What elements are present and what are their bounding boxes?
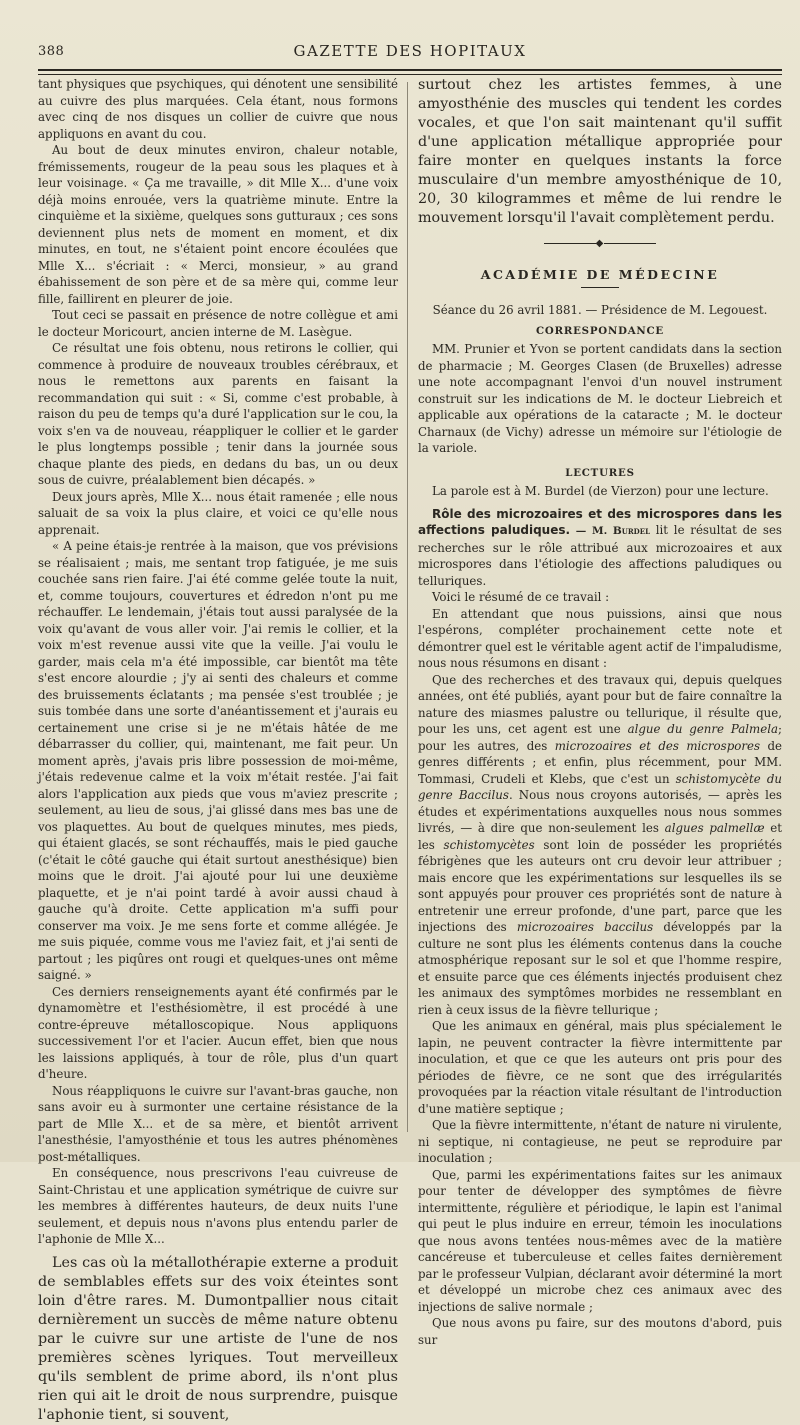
paragraph: Que, parmi les expérimentations faites sur les animaux pour tenter de développer des symptômes de fièvre intermittente, régulière et périodique, le lapin est l'animal qui peut le plus induire en erreur, témoin les inoculations que nous avons tentées nous-mêmes avec de la matière cancéreuse et tuberculeuse et celles faites dernièrement par le professeur Vulpian, déclarant avoir déterminé la mort et développé un microbe chez ces animaux avec des injections de salive normale ; bbox=[418, 1167, 782, 1314]
paragraph: Que la fièvre intermittente, n'étant de nature ni virulente, ni septique, ni contagieuse, ne peut se reproduire par inoculation ; bbox=[418, 1118, 782, 1165]
text-span: développés par la culture ne sont plus les éléments contenus dans la couche atmosphérique reposant sur le sol et que l'homme respire, et ensuite parce que ces éléments injectés produisent chez les animaux des symptômes morbides ne ressemblant en rien à ceux issus de la fièvre tellurique ; bbox=[418, 920, 783, 1017]
text-span: sont loin de posséder les propriétés fébrigènes que les auteurs ont cru devoir leur attribuer ; mais encore que les expérimentations sur lesquelles ils se sont appuyés pour prouver ces propriétés sont de nature à entretenir une erreur profonde, d'une part, parce que les injections des bbox=[418, 837, 782, 934]
text-span: ; pour les autres, des bbox=[418, 722, 782, 753]
journal-title: GAZETTE DES HOPITAUX bbox=[293, 42, 527, 60]
italic-term: algues palmellæ bbox=[664, 821, 765, 835]
paragraph: En attendant que nous puissions, ainsi que nous l'espérons, compléter prochainement cette note et démontrer quel est le véritable agent actif de l'impaludisme, nous nous résumons en disant : bbox=[418, 606, 782, 670]
right-column bbox=[418, 76, 783, 1347]
paragraph: Au bout de deux minutes environ, chaleur notable, frémissements, rougeur de la peau sous les plaques et à leur voisinage. « Ça me travaille, » dit Mlle X... d'une voix déjà moins enrouée, vers la quatrième minute. Entre la cinquième et la sixième, quelques sons gutturaux ; ces sons deviennent plus nets de moment en moment, et dix minutes, en tout, ne s'étaient point encore écoulées que Mlle X... s'écriait : « Merci, monsieur, » au grand ébahissement de son père et de sa mère qui, comme leur fille, faillirent en pleurer de joie. bbox=[38, 143, 398, 306]
paragraph: Que nous avons pu faire, sur des moutons d'abord, puis sur bbox=[418, 1316, 782, 1347]
section-rule bbox=[581, 287, 619, 288]
italic-term: microzoaires et des microspores bbox=[554, 738, 761, 753]
lectures-heading: LECTURES bbox=[565, 466, 635, 479]
correspondance-text: MM. Prunier et Yvon se portent candidats dans la section de pharmacie ; M. Georges Clasen (de Bruxelles) adresse une note accompagnant l'envoi d'un nouvel instrument construit sur les indications de M. le docteur Liebreich et applicable aux opérations de la cataracte ; M. le docteur Charnaux (de Vichy) adresse un mémoire sur l'étiologie de la variole. bbox=[418, 342, 782, 455]
section-title: ACADÉMIE DE MÉDECINE bbox=[480, 266, 720, 282]
left-column bbox=[38, 76, 398, 1423]
column-divider bbox=[407, 82, 408, 1132]
text-span: Que des recherches et des travaux qui, depuis quelques années, ont été publiés, ayant pour but de faire connaître la nature des miasmes palustre ou tellurique, il résulte que, pour les uns, cet agent est une bbox=[418, 672, 782, 736]
paragraph: tant physiques que psychiques, qui dénotent une sensibilité au cuivre des plus marquées. Cela étant, nous formons avec cinq de nos disques un collier de cuivre que nous appliquons en avant du cou. bbox=[38, 77, 398, 141]
lectures-text: La parole est à M. Burdel (de Vierzon) pour une lecture. bbox=[432, 484, 769, 498]
lecture-author: — M. Burdel bbox=[575, 525, 651, 537]
continued-paragraph-large: surtout chez les artistes femmes, à une amyosthénie des muscles qui tendent les cordes vocales, et que l'on sait maintenant qu'il suffit d'une application métallique appropriée pour faire monter en quelques instants la force musculaire d'un membre amyosthénique de 10, 20, 30 kilogrammes et même de lui rendre le mouvement lorsqu'il l'avait complètement perdu. bbox=[418, 77, 782, 226]
lecture-title: Rôle des microzoaires et des microspores dans les affections paludiques. bbox=[418, 506, 782, 537]
italic-term: schistomycète du genre Baccilus bbox=[418, 771, 783, 802]
paragraph-que-1 bbox=[418, 672, 782, 1019]
lecture-intro: lit le résultat de ses recherches sur le rôle attribué aux microzoaires et aux microspores dans l'étiologie des affections paludiques ou telluriques. bbox=[418, 523, 782, 588]
paragraph: « A peine étais-je rentrée à la maison, que vos prévisions se réalisaient ; mais, me sentant trop fatiguée, je me suis couchée sans rien faire. J'ai été comme gelée toute la nuit, et, comme toujours, couvertures et édredon n'ont pu me réchauffer. Le lendemain, j'étais tout aussi paralysée de la voix qu'avant de vous aller voir. J'ai remis le collier, et la voix m'est revenue aussi vite que la veille. J'ai voulu le garder, mais cela m'a été impossible, car bientôt ma tête s'est encore alourdie ; j'y ai senti des chaleurs et comme des bruissements éclatants ; ma pensée s'est troublée ; je suis tombée dans une sorte d'anéantissement et j'aurais eu certainement une crise si je ne m'étais hâtée de me débarrasser du collier, qui, maintenant, me fait peur. Un moment après, j'avais pris libre possession de moi-même, j'étais redevenue calme et la voix m'était restée. J'ai fait alors l'application aux pieds que vous m'aviez prescrite ; seulement, au lieu de sous, j'ai glissé dans mes bas une de vos plaquettes. Au bout de quelques minutes, mes pieds, qui étaient glacés, se sont réchauffés, mais le pied gauche (c'était le côté gauche qui était surtout anesthésique) bien moins que le droit. J'ai ajouté pour lui une deuxième plaquette, et je n'ai point tardé à avoir aussi chaud à gauche qu'à droite. Cette application m'a suffi pour conserver ma voix. Je me sens forte et comme allégée. Je me suis piquée, comme vous me l'aviez fait, et j'ai senti de partout ; les piqûres ont rougi et quelques-unes ont même saigné. » bbox=[38, 539, 398, 982]
italic-term: schistomycètes bbox=[443, 837, 535, 852]
paragraph: Ces derniers renseignements ayant été confirmés par le dynamomètre et l'esthésiomètre, il est procédé à une contre-épreuve métalloscopique. Nous appliquons successivement l'or et l'acier. Aucun effet, bien que nous les laissions appliqués, à tour de rôle, plus d'un quart d'heure. bbox=[38, 984, 398, 1081]
header-rule-thin bbox=[38, 74, 782, 75]
paragraph: Que les animaux en général, mais plus spécialement le lapin, ne peuvent contracter la fièvre intermittente par inoculation, et que ce que les auteurs ont pris pour des périodes de fièvre, ce ne sont que des irrégularités provoquées par la réaction vitale résultant de l'introduction d'une matière septique ; bbox=[418, 1019, 782, 1116]
header-rule-thick bbox=[38, 69, 782, 71]
text-span: de genres différents ; et enfin, plus récemment, pour MM. Tommasi, Crudeli et Klebs, que c'est un bbox=[418, 738, 782, 786]
lecture-paragraph bbox=[418, 506, 782, 590]
text-span: et les bbox=[418, 821, 783, 852]
italic-term: algue du genre Palmela bbox=[627, 722, 779, 736]
text-span: . Nous nous croyons autorisés, — après les études et expérimentations auxquelles nous nous sommes livrés, — à dire que non-seulement les bbox=[418, 788, 782, 835]
ornamental-divider: ◆ bbox=[418, 236, 782, 253]
paragraph: Ce résultat une fois obtenu, nous retirons le collier, qui commence à produire de nouveaux troubles cérébraux, et nous le remettons aux parents en faisant la recommandation qui suit : « Si, comme c'est probable, à raison du peu de temps qu'a duré l'application sur le cou, la voix s'en va de nouveau, réappliquer le collier et le garder le plus longtemps possible ; tenir dans la journée sous chaque plante des pieds, en dedans du bas, un ou deux sous de cuivre, préalablement bien décapés. » bbox=[38, 341, 398, 487]
closing-paragraph-large: Les cas où la métallothérapie externe a produit de semblables effets sur des voix éteintes sont loin d'être rares. M. Dumontpallier nous citait dernièrement un succès de même nature obtenu par le cuivre sur une artiste de l'une de nos premières scènes lyriques. Tout merveilleux qu'ils semblent de prime abord, ils n'ont plus rien qui ait le droit de nous surprendre, puisque l'aphonie tient, si souvent, bbox=[38, 1254, 398, 1423]
paragraph: Tout ceci se passait en présence de notre collègue et ami le docteur Moricourt, ancien interne de M. Lasègue. bbox=[38, 308, 398, 339]
page-header bbox=[38, 42, 782, 66]
page-number: 388 bbox=[38, 44, 65, 59]
paragraph: Deux jours après, Mlle X... nous était ramenée ; elle nous saluait de sa voix la plus claire, et voici ce qu'elle nous apprenait. bbox=[38, 489, 398, 537]
italic-term: microzoaires baccilus bbox=[516, 920, 654, 934]
paragraph: En conséquence, nous prescrivons l'eau cuivreuse de Saint-Christau et une application symétrique de cuivre sur les membres à différentes hauteurs, de deux nuits l'une seulement, et depuis nous n'avons plus entendu parler de l'aphonie de Mlle X... bbox=[38, 1166, 398, 1246]
session-line: Séance du 26 avril 1881. — Présidence de M. Legouest. bbox=[432, 303, 768, 317]
paragraph: Voici le résumé de ce travail : bbox=[432, 590, 610, 604]
correspondance-heading: CORRESPONDANCE bbox=[535, 324, 664, 337]
paragraph: Nous réappliquons le cuivre sur l'avant-bras gauche, non sans avoir eu à surmonter une certaine résistance de la part de Mlle X... et de sa mère, et bientôt arrivent l'anesthésie, l'amyosthénie et tous les autres phénomènes post-métalliques. bbox=[38, 1083, 398, 1164]
